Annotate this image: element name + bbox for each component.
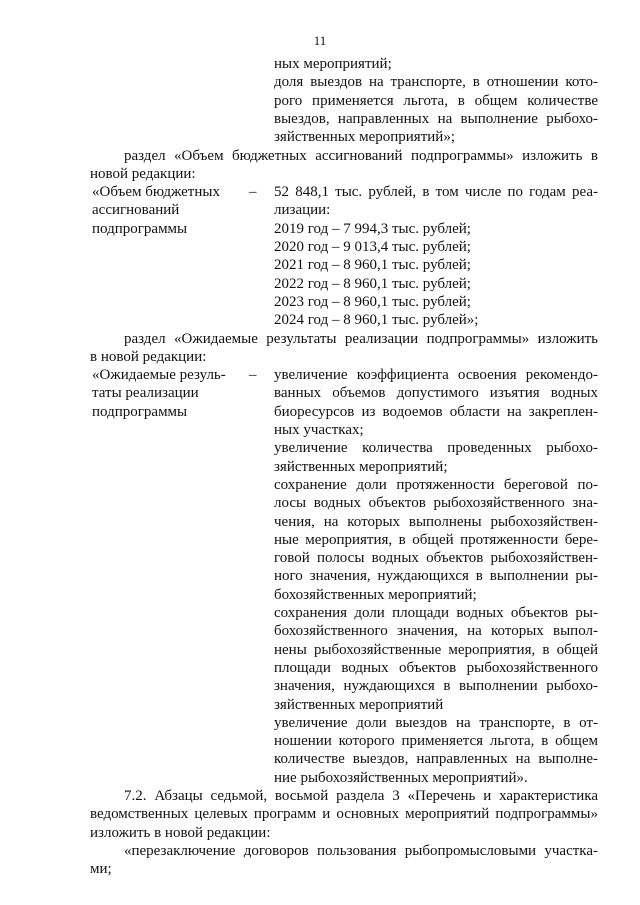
- final-paragraph-line: «перезаключение договоров пользования рыбопромысловыми участка-: [124, 842, 598, 859]
- budget-line: лизации:: [274, 202, 331, 219]
- results-dash: –: [249, 367, 257, 384]
- budget-year-line: 2021 год – 8 960,1 тыс. рублей;: [274, 257, 471, 274]
- results-line: увеличение количества проведенных рыбохо-: [274, 440, 598, 457]
- paragraph-7-2-line: 7.2. Абзацы седьмой, восьмой раздела 3 «Перечень и характеристика: [124, 788, 598, 804]
- paragraph-7-2-line: изложить в новой редакции:: [90, 824, 271, 841]
- results-line: ванных объемов допустимого изъятия водных: [274, 385, 598, 402]
- results-label-line: подпрограммы: [92, 403, 188, 420]
- section-intro-line: раздел «Объем бюджетных ассигнований подпрограммы» изложить в: [124, 147, 598, 164]
- budget-label-line: ассигнований: [92, 202, 180, 219]
- text-line: выездов, направленных на выполнение рыбохо-: [274, 110, 598, 127]
- budget-year-line: 2019 год – 7 994,3 тыс. рублей;: [274, 220, 471, 237]
- results-line: бохозяйственного значения, на которых выпол-: [274, 623, 598, 640]
- page-number: 11: [313, 33, 327, 48]
- results-line: площади водных объектов рыбохозяйственного: [274, 659, 598, 676]
- budget-year-line: 2024 год – 8 960,1 тыс. рублей»;: [274, 312, 479, 329]
- results-line: ного значения, нуждающихся в выполнении ры-: [274, 568, 598, 585]
- results-line: зяйственных мероприятий: [274, 696, 444, 713]
- results-line: зяйственных мероприятий;: [274, 458, 448, 475]
- results-line: говой полосы водных объектов рыбохозяйствен-: [274, 550, 598, 567]
- results-line: ных участках;: [274, 422, 364, 438]
- budget-label-line: «Объем бюджетных: [92, 184, 220, 201]
- budget-year-line: 2020 год – 9 013,4 тыс. рублей;: [274, 239, 471, 255]
- results-line: увеличение коэффициента освоения рекомендо-: [274, 367, 598, 384]
- results-label-line: «Ожидаемые резуль-: [92, 367, 226, 384]
- results-line: значения, нуждающихся в выполнении рыбохо-: [274, 678, 598, 695]
- results-line: чения, на которых выполнены рыбохозяйствен-: [274, 513, 598, 530]
- budget-label-line: подпрограммы: [92, 220, 188, 237]
- budget-line: 52 848,1 тыс. рублей, в том числе по годам реа-: [274, 184, 598, 201]
- budget-year-line: 2022 год – 8 960,1 тыс. рублей;: [274, 275, 471, 292]
- results-line: ные мероприятия, в общей протяженности бере-: [274, 531, 598, 548]
- results-line: ношении которого применяется льгота, в общем: [274, 733, 598, 750]
- results-line: ние рыбохозяйственных мероприятий».: [274, 769, 528, 786]
- section-intro-line: в новой редакции:: [90, 348, 207, 365]
- results-label-line: таты реализации: [92, 385, 199, 402]
- paragraph-7-2-line: ведомственных целевых программ и основных мероприятий подпрограммы»: [90, 806, 598, 823]
- final-paragraph-line-tail: ми;: [90, 861, 112, 878]
- text-line: рого применяется льгота, в общем количестве: [274, 92, 598, 109]
- results-line: биоресурсов из водоемов области на закреплен-: [274, 403, 598, 420]
- budget-dash: –: [249, 184, 257, 201]
- section-intro-line: новой редакции:: [90, 165, 196, 182]
- budget-year-line: 2023 год – 8 960,1 тыс. рублей;: [274, 293, 471, 310]
- results-line: лосы водных объектов рыбохозяйственного зна-: [274, 495, 598, 512]
- results-line: сохранение доли протяженности береговой по-: [274, 476, 598, 493]
- text-line: доля выездов на транспорте, в отношении кото-: [274, 74, 598, 91]
- results-line: количестве выездов, направленных на выполне-: [274, 751, 598, 768]
- text-line: ных мероприятий;: [274, 56, 392, 72]
- results-line: нены рыбохозяйственные мероприятия, в общей: [274, 641, 598, 658]
- section-intro-line: раздел «Ожидаемые результаты реализации подпрограммы» изложить: [124, 330, 598, 347]
- results-line: бохозяйственных мероприятий;: [274, 586, 477, 603]
- results-line: сохранения доли площади водных объектов ры-: [274, 605, 598, 621]
- results-line: увеличение доли выездов на транспорте, в от-: [274, 714, 598, 731]
- text-line: зяйственных мероприятий»;: [274, 129, 455, 146]
